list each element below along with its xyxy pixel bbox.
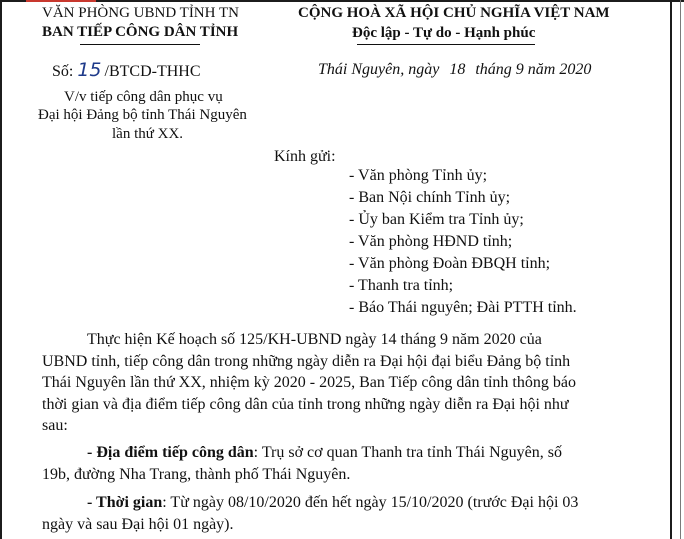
location-line-1	[87, 443, 562, 463]
recipients-label: Kính gửi:	[274, 148, 336, 165]
scan-border-right	[670, 0, 672, 539]
national-title: CỘNG HOÀ XÃ HỘI CHỦ NGHĨA VIỆT NAM	[298, 5, 610, 21]
agency-name: VĂN PHÒNG UBND TỈNH TN	[42, 5, 239, 21]
date-prefix: Thái Nguyên, ngày	[318, 61, 440, 78]
scan-border-top	[0, 0, 684, 2]
recipient-item: - Ban Nội chính Tỉnh ủy;	[349, 189, 511, 206]
time-label: - Thời gian	[87, 494, 163, 511]
document-number	[52, 60, 201, 82]
subject-line-2: Đại hội Đảng bộ tỉnh Thái Nguyên	[38, 107, 247, 123]
body-line-2: UBND tỉnh, tiếp công dân trong những ngày diễn ra Đại hội đại biểu Đảng bộ tỉnh	[42, 353, 571, 370]
handwritten-number: 15	[77, 59, 102, 81]
scan-border-left	[0, 0, 2, 539]
recipient-item: - Văn phòng Tỉnh ủy;	[349, 167, 488, 184]
subject-line-1: V/v tiếp công dân phục vụ	[64, 89, 223, 105]
time-line-1	[87, 493, 578, 513]
date-day: 18	[449, 61, 466, 78]
national-motto: Độc lập - Tự do - Hạnh phúc	[352, 25, 536, 41]
recipient-item: - Ủy ban Kiểm tra Tỉnh ủy;	[349, 211, 524, 228]
number-suffix: /BTCD-THHC	[104, 63, 201, 80]
recipient-item: - Văn phòng Đoàn ĐBQH tỉnh;	[349, 255, 551, 272]
office-name: BAN TIẾP CÔNG DÂN TỈNH	[42, 24, 239, 40]
subject-line-3: lần thứ XX.	[112, 126, 184, 142]
recipient-item: - Báo Thái nguyên; Đài PTTH tỉnh.	[349, 299, 577, 316]
location-text: : Trụ sở cơ quan Thanh tra tỉnh Thái Nguyên, số	[253, 444, 562, 461]
body-line-3: Thái Nguyên lần thứ XX, nhiệm kỳ 2020 - 2025, Ban Tiếp công dân tỉnh thông báo	[42, 374, 576, 391]
scan-border-right-outer	[680, 0, 681, 539]
body-line-5: sau:	[42, 417, 68, 434]
recipient-item: - Thanh tra tỉnh;	[349, 277, 454, 294]
red-stamp-mark	[26, 0, 96, 2]
motto-underline	[357, 44, 535, 45]
location-line-2: 19b, đường Nha Trang, thành phố Thái Nguyên.	[42, 466, 351, 483]
time-text: : Từ ngày 08/10/2020 đến hết ngày 15/10/2020 (trước Đại hội 03	[162, 494, 579, 511]
date-line	[318, 60, 591, 80]
office-underline	[80, 44, 200, 45]
body-line-1: Thực hiện Kế hoạch số 125/KH-UBND ngày 14 tháng 9 năm 2020 của	[87, 331, 542, 348]
number-prefix: Số:	[52, 63, 74, 80]
location-label: - Địa điểm tiếp công dân	[87, 444, 254, 461]
recipient-item: - Văn phòng HĐND tỉnh;	[349, 233, 513, 250]
body-line-4: thời gian và địa điểm tiếp công dân của tỉnh trong những ngày diễn ra Đại hội như	[42, 396, 569, 413]
time-line-2: ngày và sau Đại hội 01 ngày).	[42, 516, 234, 533]
date-suffix: tháng 9 năm 2020	[475, 61, 592, 78]
